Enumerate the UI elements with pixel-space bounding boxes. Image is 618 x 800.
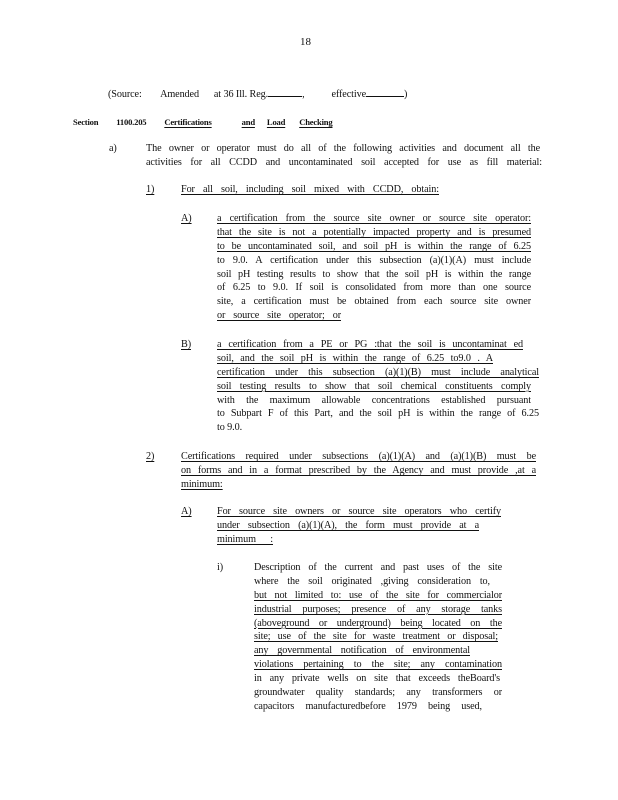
item-1B-line: certification under this subsection (a)(1)(B) must include analytical [217,366,539,378]
section-title-load: Load [266,117,286,127]
item-2Ai-line: site; use of the site for waste treatment or disposal; [254,631,498,643]
item-1A-line: of 6.25 to 9.0. If soil is consolidated from more than one source [217,282,531,294]
item-2-line: minimum: [181,478,223,490]
item-2Ai-line: any governmental notification of environmental [254,645,470,657]
item-1A-line: that the site is not a potentially impacted property and is presumed [217,226,531,238]
item-1-text [181,183,439,197]
item-2Ai-line: in any private wells on site that exceeds theBoard's [254,673,500,685]
item-2-text [181,450,536,492]
section-heading [73,117,332,127]
item-2Ai-line: capacitors manufacturedbefore 1979 being used, [254,700,482,712]
item-1-line: For all soil, including soil mixed with CCDD, obtain: [181,184,439,195]
item-1A-line: a certification from the source site owner or source site operator: [217,213,531,224]
item-1-label: 1) [146,184,155,195]
para-a-line: activities for all CCDD and uncontaminated soil accepted for use as fill material: [146,156,542,168]
item-2-line: Certifications required under subsections (a)(1)(A) and (a)(1)(B) must be [181,451,536,462]
para-a-line: The owner or operator must do all of the following activities and document all the [146,143,540,154]
item-2Ai-label: i) [217,562,224,573]
item-1A-line: to be uncontaminated soil, and soil pH is within the range of 6.25 [217,240,531,252]
item-1A-line: or source site operator; or [217,310,341,322]
item-2-label: 2) [146,451,155,462]
item-2A-line: For source site owners or source site operators who certify [217,506,501,517]
item-2A-line: minimum : [217,533,273,545]
item-1B-line: to 9.0. [217,422,243,434]
item-2Ai-line: Description of the current and past uses of the site [254,562,502,573]
source-comma: , [302,89,305,100]
source-register: at 36 Ill. Reg. [213,89,269,100]
item-2Ai-line: where the soil originated ,giving consideration to, [254,575,490,587]
item-1B-text [217,338,539,435]
item-1B-line: with the maximum allowable concentrations established pursuant [217,394,531,406]
item-1B-line: soil testing results to show that soil chemical constituents comply [217,380,531,392]
item-2Ai-line: violations pertaining to the site; any contamination [254,659,502,671]
item-1A-text [217,212,531,323]
item-2Ai-line: industrial purposes; presence of any storage tanks [254,603,502,615]
item-1A-line: to 9.0. A certification under this subsection (a)(1)(A) must include [217,254,531,266]
page-number: 18 [300,36,311,48]
item-2A-line: under subsection (a)(1)(A), the form must provide at a [217,519,479,531]
effective-blank [366,87,404,97]
item-1B-label: B) [181,339,191,350]
source-amended: Amended [160,89,199,100]
section-title-checking: Checking [299,117,333,127]
item-2Ai-text [254,561,502,714]
section-title-certifications: Certifications [164,117,212,127]
source-open: (Source: [108,89,142,100]
item-2Ai-line: groundwater quality standards; any transformers or [254,687,502,699]
para-a-text [146,142,540,170]
section-title-and: and [241,117,255,127]
item-1B-line: a certification from a PE or PG :that the soil is uncontaminat ed [217,339,523,350]
item-2A-label: A) [181,506,192,517]
item-1B-line: to Subpart F of this Part, and the soil pH is within the range of 6.25 [217,408,539,420]
item-2-line: on forms and in a format prescribed by the Agency and must provide ,at a [181,464,536,476]
item-1B-line: soil, and the soil pH is within the range of 6.25 to9.0 . A [217,352,493,364]
section-number: 1100.205 [116,117,147,127]
item-2A-text [217,505,501,547]
register-blank [268,87,302,97]
para-a-label: a) [109,143,117,154]
source-effective: effective [331,89,367,100]
item-1A-label: A) [181,213,192,224]
item-2Ai-line: but not limited to: use of the site for commercialor [254,589,502,601]
section-label: Section [73,117,99,127]
item-1A-line: site, a certification must be obtained from each source site owner [217,296,531,308]
source-close: ) [404,89,408,100]
item-1A-line: soil pH testing results to show that the soil pH is within the range [217,268,531,280]
item-2Ai-line: (aboveground or underground) being located on the [254,617,502,629]
source-note [108,87,408,101]
